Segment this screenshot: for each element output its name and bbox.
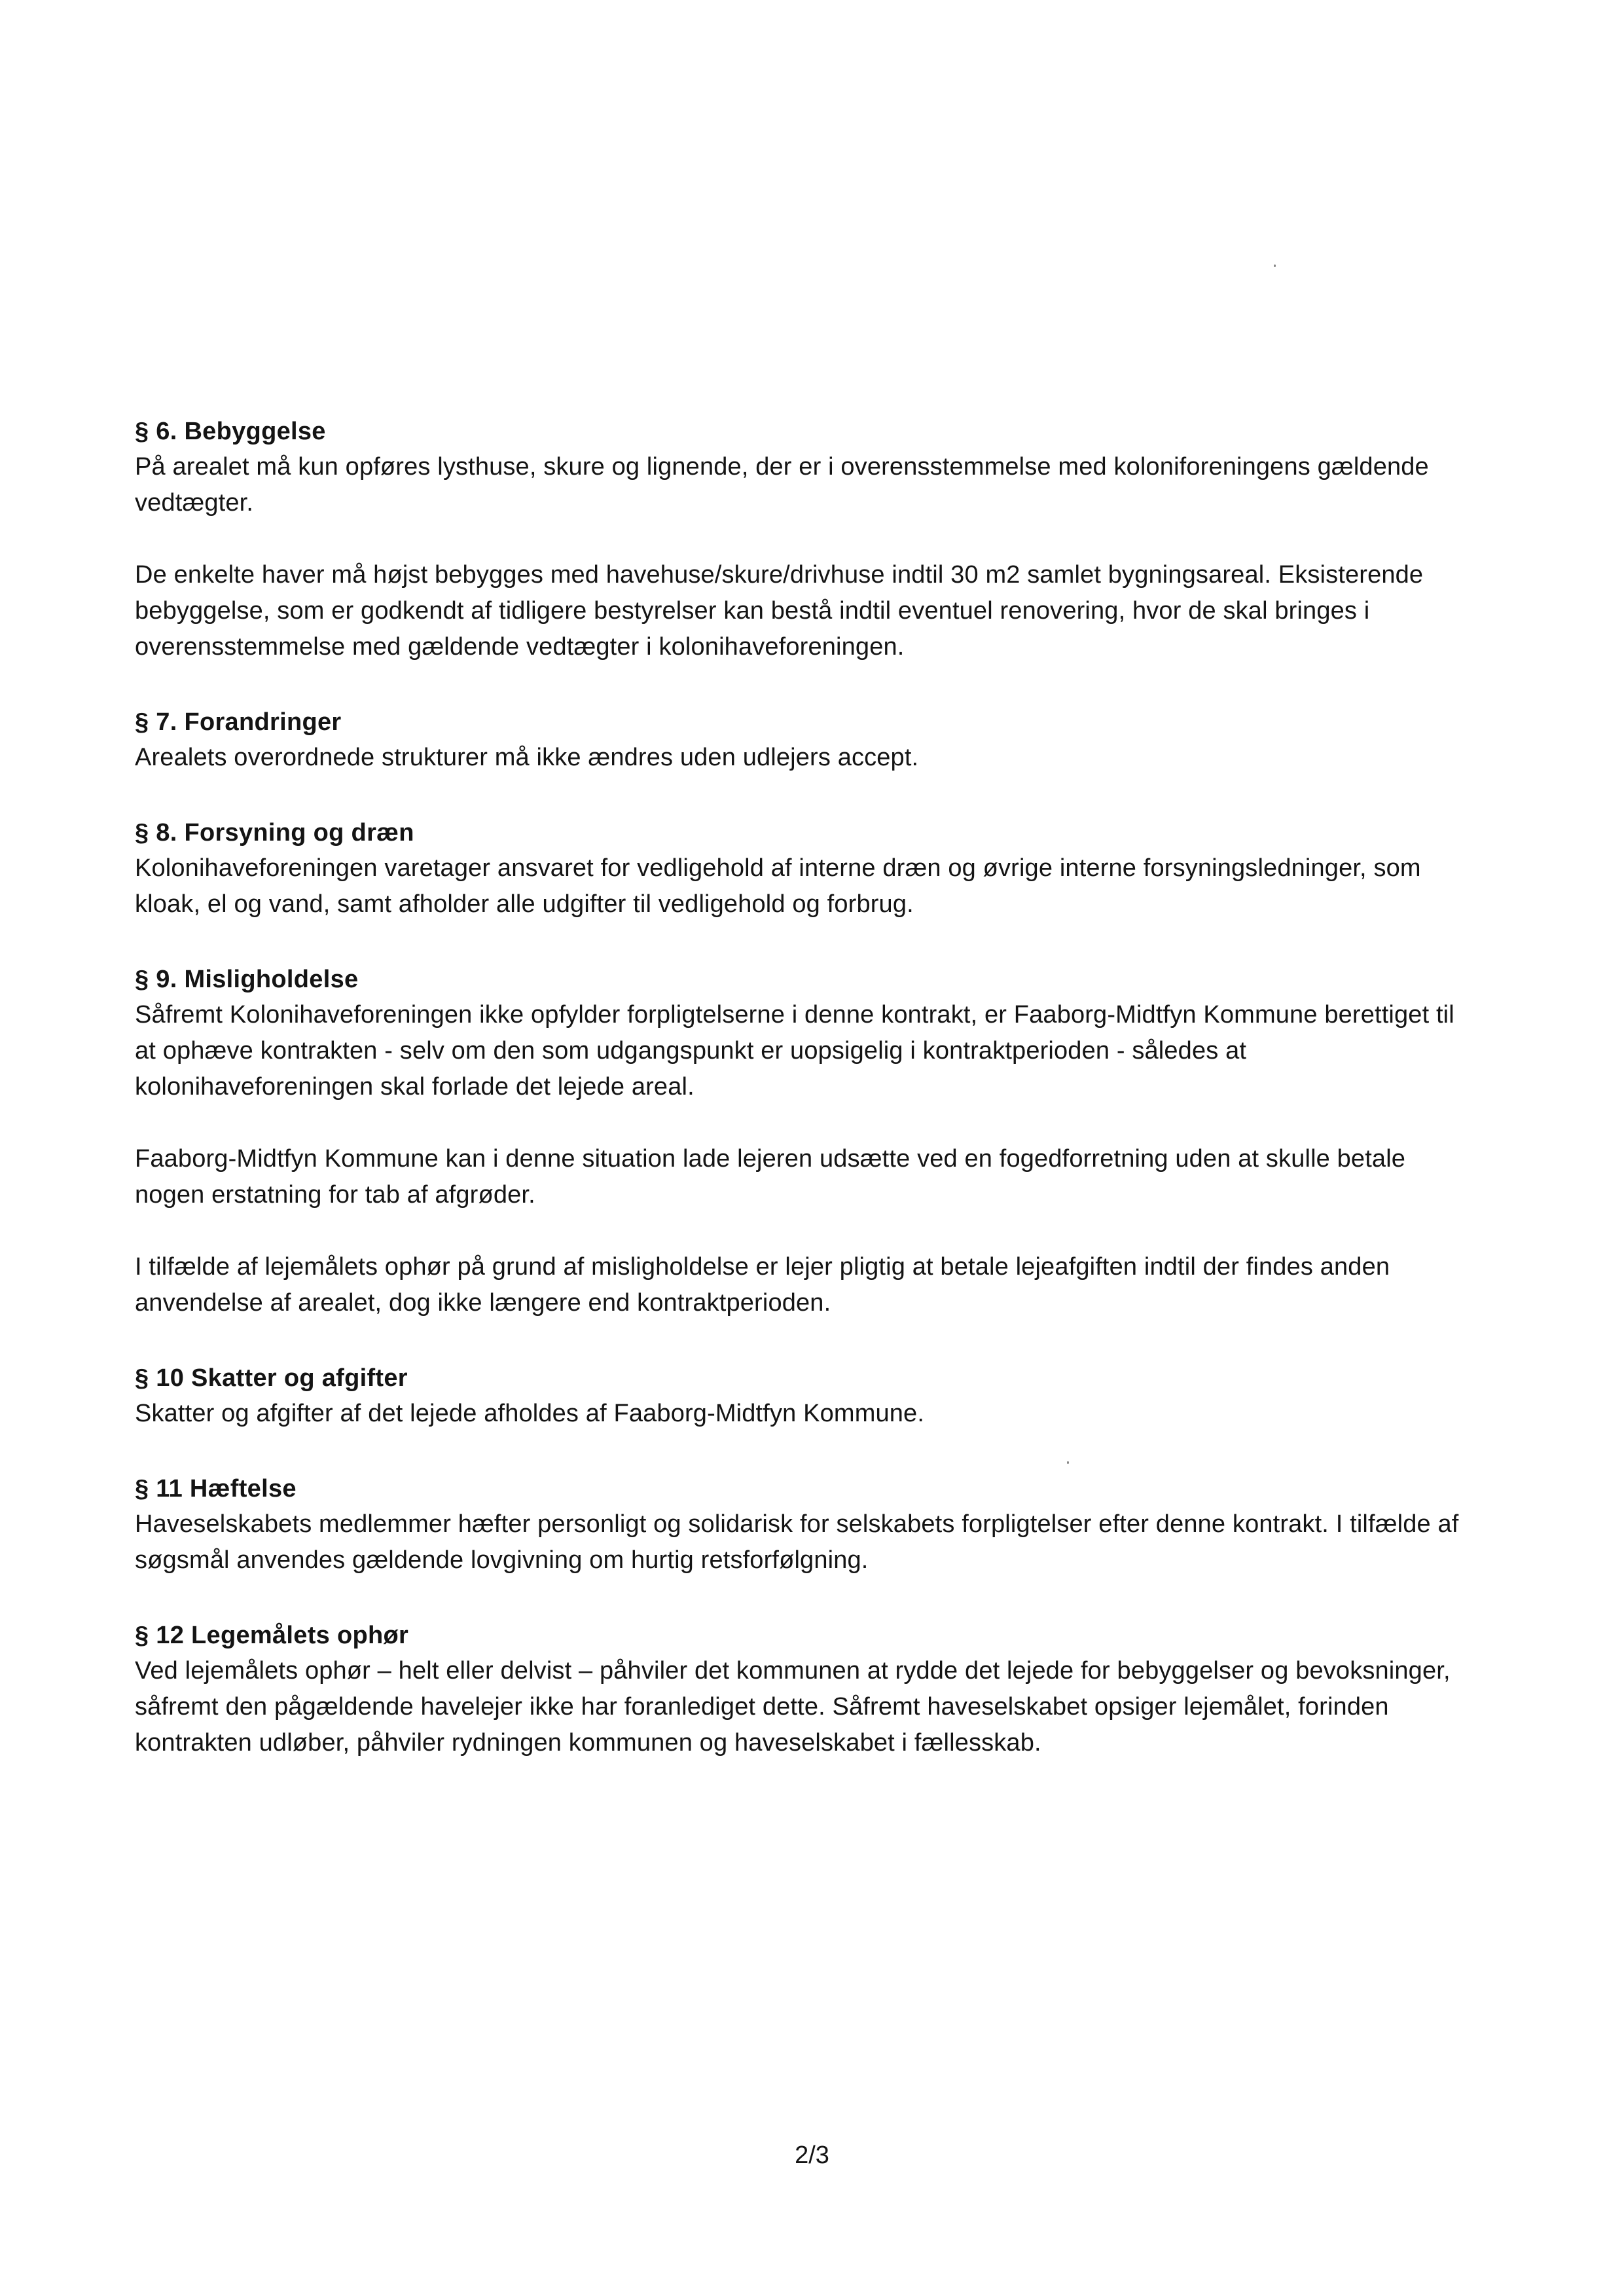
section-6-bebyggelse — [135, 414, 1470, 665]
section-paragraph: Faaborg-Midtfyn Kommune kan i denne situation lade lejeren udsætte ved en fogedforretning uden at skulle betale nogen erstatning for tab af afgrøder. — [135, 1145, 1406, 1209]
section-heading: § 7. Forandringer — [135, 708, 342, 736]
section-paragraph: Kolonihaveforeningen varetager ansvaret for vedligehold af interne dræn og øvrige interne forsyningsledninger, som kloak, el og vand, samt afholder alle udgifter til vedligehold og forbrug. — [135, 854, 1421, 918]
section-heading: § 8. Forsyning og dræn — [135, 819, 414, 847]
section-paragraph: Ved lejemålets ophør – helt eller delvist – påhviler det kommunen at rydde det lejede for bebyggelser og bevoksninger, såfremt den pågældende havelejer ikke har foranlediget dette. Såfremt haveselskabet opsiger lejemålet, forinden kontrakten udløber, påhviler rydningen kommunen og haveselskabet i fællesskab. — [135, 1657, 1451, 1757]
document-body — [135, 414, 1470, 1800]
section-paragraph: I tilfælde af lejemålets ophør på grund af misligholdelse er lejer pligtig at betale lejeafgiften indtil der findes anden anvendelse af arealet, dog ikke længere end kontraktperioden. — [135, 1253, 1390, 1317]
section-12-ophoer — [135, 1618, 1470, 1761]
section-paragraph: Haveselskabets medlemmer hæfter personligt og solidarisk for selskabets forpligtelser efter denne kontrakt. I tilfælde af søgsmål anvendes gældende lovgivning om hurtig retsforfølgning. — [135, 1510, 1459, 1574]
section-paragraph: På arealet må kun opføres lysthuse, skure og lignende, der er i overensstemmelse med koloniforeningens gældende vedtægter. — [135, 453, 1429, 517]
section-heading: § 11 Hæftelse — [135, 1475, 297, 1503]
section-8-forsyning — [135, 815, 1470, 922]
section-10-skatter — [135, 1360, 1470, 1432]
page-number: 2/3 — [795, 2141, 829, 2169]
section-paragraph: De enkelte haver må højst bebygges med havehuse/skure/drivhuse indtil 30 m2 samlet bygningsareal. Eksisterende bebyggelse, som er godkendt af tidligere bestyrelser kan bestå indtil eventuel renovering, hvor de skal bringes i overensstemmelse med gældende vedtægter i kolonihaveforeningen. — [135, 561, 1424, 661]
section-paragraph: Skatter og afgifter af det lejede afholdes af Faaborg-Midtfyn Kommune. — [135, 1400, 925, 1427]
section-heading: § 9. Misligholdelse — [135, 966, 359, 993]
scan-speck — [1274, 264, 1276, 267]
section-heading: § 12 Legemålets ophør — [135, 1622, 409, 1649]
section-7-forandringer — [135, 704, 1470, 776]
section-11-haeftelse — [135, 1471, 1470, 1578]
section-heading: § 6. Bebyggelse — [135, 418, 326, 445]
section-paragraph: Arealets overordnede strukturer må ikke ændres uden udlejers accept. — [135, 744, 919, 771]
section-9-misligholdelse — [135, 962, 1470, 1321]
section-heading: § 10 Skatter og afgifter — [135, 1364, 408, 1392]
scan-speck — [1067, 1461, 1069, 1464]
section-paragraph: Såfremt Kolonihaveforeningen ikke opfylder forpligtelserne i denne kontrakt, er Faaborg-Midtfyn Kommune berettiget til at ophæve kontrakten - selv om den som udgangspunkt er uopsigelig i kontraktperioden - således at kolonihaveforeningen skal forlade det lejede areal. — [135, 1001, 1454, 1101]
